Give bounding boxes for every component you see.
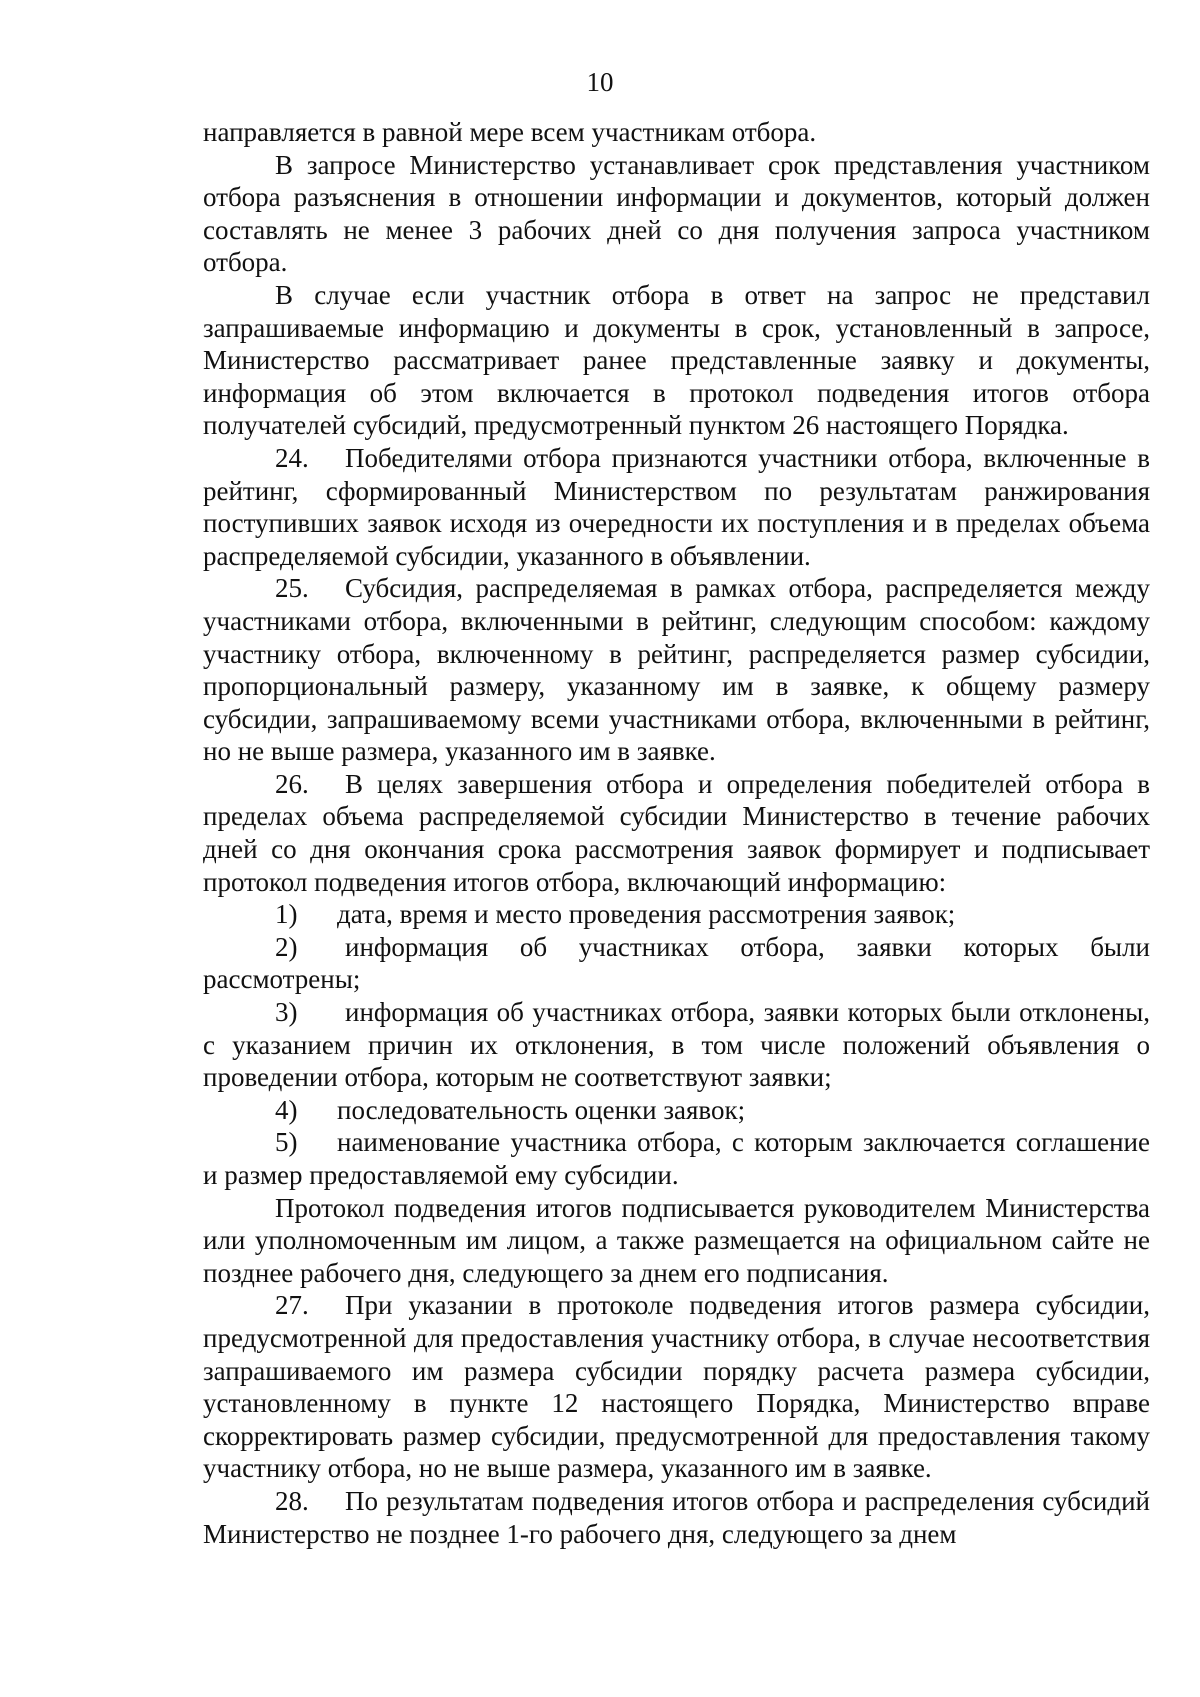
list-item xyxy=(203,996,1150,1094)
numbered-paragraph xyxy=(203,768,1150,898)
paragraph xyxy=(203,149,1150,279)
paragraph-number: 27. xyxy=(275,1290,309,1321)
numbered-paragraph xyxy=(203,442,1150,572)
list-item-number: 1) xyxy=(275,899,298,930)
paragraph-text: По результатам подведения итогов отбора и распределения субсидий Министерство не позднее 1-го рабочего дня, следующего за днем xyxy=(203,1485,1150,1549)
paragraph xyxy=(203,116,1150,149)
list-item-number: 4) xyxy=(275,1094,298,1125)
list-item-text: дата, время и место проведения рассмотрения заявок; xyxy=(337,899,956,930)
paragraph xyxy=(203,1192,1150,1290)
list-item xyxy=(203,898,1150,931)
list-item xyxy=(203,1094,1150,1127)
paragraph-number: 25. xyxy=(275,573,309,604)
paragraph-text: В запросе Министерство устанавливает срок представления участником отбора разъяснения в отношении информации и документов, который должен составлять не менее 3 рабочих дней со дня получения запроса участником отбора. xyxy=(203,149,1150,278)
numbered-paragraph xyxy=(203,572,1150,768)
list-item xyxy=(203,931,1150,996)
document-body xyxy=(203,116,1150,1550)
paragraph-text: Протокол подведения итогов подписывается руководителем Министерства или уполномоченным им лицом, а также размещается на официальном сайте не позднее рабочего дня, следующего за днем его подписания. xyxy=(203,1192,1150,1288)
list-item-text: информация об участниках отбора, заявки которых были рассмотрены; xyxy=(203,931,1150,995)
list-item-number: 5) xyxy=(275,1127,298,1158)
paragraph-text: При указании в протоколе подведения итогов размера субсидии, предусмотренной для предоставления участнику отбора, в случае несоответствия запрашиваемого им размера субсидии порядку расчета размера субсидии, установленному в пункте 12 настоящего Порядка, Министерство вправе скорректировать размер субсидии, предусмотренной для предоставления такому участнику отбора, но не выше размера, указанного им в заявке. xyxy=(203,1290,1150,1484)
numbered-paragraph xyxy=(203,1289,1150,1485)
paragraph-number: 28. xyxy=(275,1485,309,1516)
list-item-text: последовательность оценки заявок; xyxy=(337,1094,746,1125)
paragraph xyxy=(203,279,1150,442)
paragraph-text: направляется в равной мере всем участникам отбора. xyxy=(203,117,817,147)
list-item xyxy=(203,1126,1150,1191)
list-item-text: информация об участниках отбора, заявки которых были отклонены, с указанием причин их отклонения, в том числе положений объявления о проведении отбора, которым не соответствуют заявки; xyxy=(203,997,1150,1093)
list-item-text: наименование участника отбора, с которым заключается соглашение и размер предоставляемой ему субсидии. xyxy=(203,1127,1150,1190)
paragraph-text: Субсидия, распределяемая в рамках отбора, распределяется между участниками отбора, включенными в рейтинг, следующим способом: каждому участнику отбора, включенному в рейтинг, распределяется размер субсидии, пропорциональный размеру, указанному им в заявке, к общему размеру субсидии, запрашиваемому всеми участниками отбора, включенными в рейтинг, но не выше размера, указанного им в заявке. xyxy=(203,573,1150,767)
list-item-number: 2) xyxy=(275,931,298,962)
numbered-paragraph xyxy=(203,1485,1150,1550)
paragraph-number: 26. xyxy=(275,768,309,799)
paragraph-text: В случае если участник отбора в ответ на запрос не представил запрашиваемые информацию и документы в срок, установленный в запросе, Министерство рассматривает ранее представленные заявку и документы, информация об этом включается в протокол подведения итогов отбора получателей субсидий, предусмотренный пунктом 26 настоящего Порядка. xyxy=(203,279,1150,441)
paragraph-number: 24. xyxy=(275,442,309,473)
paragraph-text: Победителями отбора признаются участники отбора, включенные в рейтинг, сформированный Министерством по результатам ранжирования поступивших заявок исходя из очередности их поступления и в пределах объема распределяемой субсидии, указанного в объявлении. xyxy=(203,442,1150,571)
paragraph-text: В целях завершения отбора и определения победителей отбора в пределах объема распределяемой субсидии Министерство в течение рабочих дней со дня окончания срока рассмотрения заявок формирует и подписывает протокол подведения итогов отбора, включающий информацию: xyxy=(203,768,1150,897)
list-item-number: 3) xyxy=(275,997,298,1028)
page-number: 10 xyxy=(586,67,614,97)
